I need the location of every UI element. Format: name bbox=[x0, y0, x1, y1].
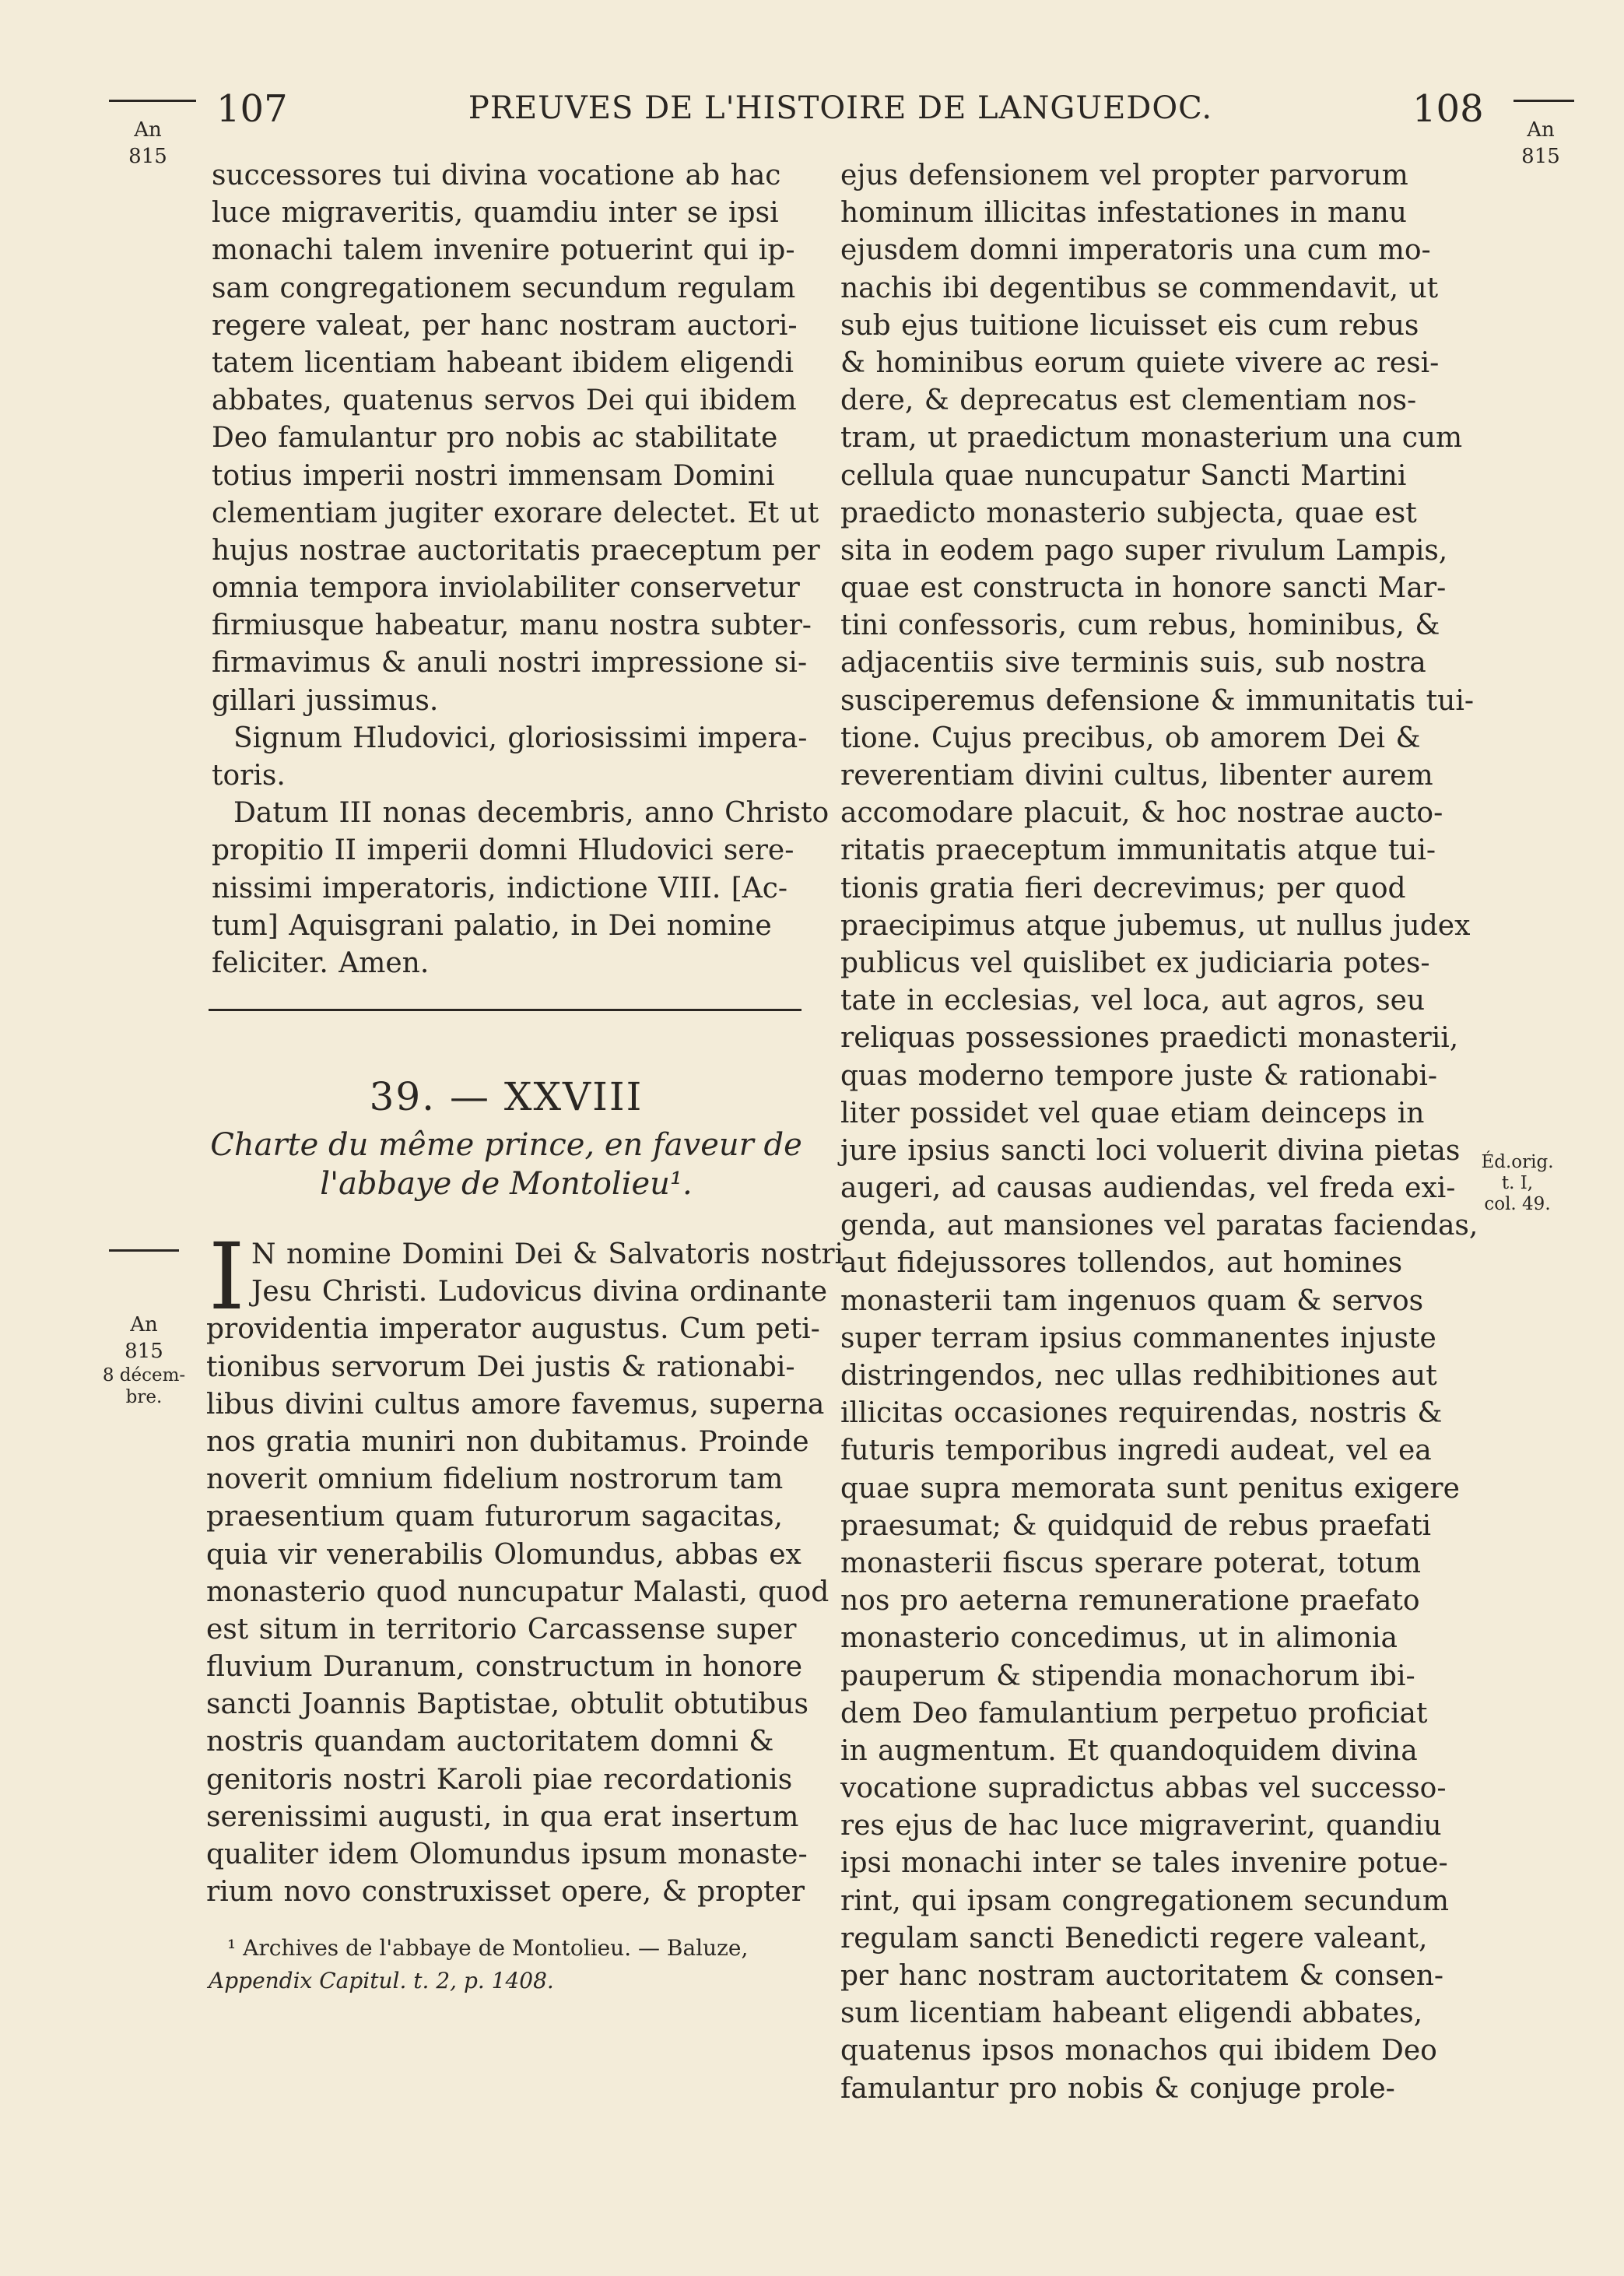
text-line: N nomine Domini Dei & Salvatoris nostri bbox=[251, 1238, 844, 1270]
text-line: rint, qui ipsam congregationem secundum bbox=[840, 1884, 1450, 1917]
text-line: nachis ibi degentibus se commendavit, ut bbox=[840, 272, 1439, 304]
text-line: sub ejus tuitione licuisset eis cum rebus bbox=[840, 309, 1419, 342]
text-line: vocatione supradictus abbas vel successo- bbox=[840, 1772, 1447, 1805]
text-line: monasterio concedimus, ut in alimonia bbox=[840, 1622, 1398, 1655]
text-line: fluvium Duranum, constructum in honore bbox=[206, 1651, 803, 1684]
footnote-line: Appendix Capitul. t. 2, p. 1408. bbox=[209, 1968, 554, 1993]
text-line: regere valeat, per hanc nostram auctori- bbox=[212, 309, 798, 342]
text-line: quae supra memorata sunt penitus exigere bbox=[840, 1472, 1460, 1505]
text-line: quae est constructa in honore sancti Mar- bbox=[840, 572, 1447, 605]
text-line: res ejus de hac luce migraverint, quandiu bbox=[840, 1810, 1442, 1842]
text-line: pauperum & stipendia monachorum ibi- bbox=[840, 1660, 1415, 1692]
text-line: Datum III nonas decembris, anno Christo bbox=[233, 797, 830, 830]
text-line: liter possidet vel quae etiam deinceps in bbox=[840, 1097, 1425, 1129]
text-line: quia vir venerabilis Olomundus, abbas ex bbox=[206, 1538, 801, 1571]
text-line: noverit omnium fidelium nostrorum tam bbox=[206, 1463, 784, 1496]
text-line: & hominibus eorum quiete vivere ac resi- bbox=[840, 346, 1440, 379]
text-line: augeri, ad causas audiendas, vel freda exi- bbox=[840, 1172, 1456, 1205]
text-line: tione. Cujus precibus, ob amorem Dei & bbox=[840, 722, 1421, 754]
text-line: abbates, quatenus servos Dei qui ibidem bbox=[212, 385, 797, 417]
left-page-number: 107 bbox=[216, 87, 288, 131]
text-line: genitoris nostri Karoli piae recordationis bbox=[206, 1763, 793, 1796]
text-line: feliciter. Amen. bbox=[212, 947, 430, 979]
text-line: ejusdem domni imperatoris una cum mo- bbox=[840, 234, 1431, 267]
text-line: dere, & deprecatus est clementiam nos- bbox=[840, 385, 1417, 417]
section-divider bbox=[209, 1009, 801, 1011]
text-line: quas moderno tempore juste & rationabi- bbox=[840, 1059, 1438, 1092]
drop-cap: I bbox=[209, 1223, 245, 1330]
text-line: nos gratia muniri non dubitamus. Proinde bbox=[206, 1425, 809, 1458]
margin-ed-orig: Éd.orig. t. I, col. 49. bbox=[1481, 1152, 1554, 1214]
text-line: tionibus servorum Dei justis & rationabi- bbox=[206, 1350, 795, 1383]
text-line: quatenus ipsos monachos qui ibidem Deo bbox=[840, 2035, 1437, 2067]
text-line: reverentiam divini cultus, libenter aurem bbox=[840, 760, 1433, 792]
text-line: praesumat; & quidquid de rebus praefati bbox=[840, 1509, 1432, 1542]
text-line: ritatis praeceptum immunitatis atque tui- bbox=[840, 834, 1436, 867]
text-line: tram, ut praedictum monasterium una cum bbox=[840, 422, 1463, 455]
top-left-rule bbox=[109, 100, 196, 102]
text-line: publicus vel quislibet ex judiciaria potes- bbox=[840, 947, 1430, 979]
text-line: est situm in territorio Carcassense super bbox=[206, 1613, 797, 1646]
text-line: cellula quae nuncupatur Sancti Martini bbox=[840, 459, 1407, 492]
margin-year-top-right: An 815 bbox=[1521, 118, 1560, 168]
text-line: illicitas occasiones requirendas, nostris & bbox=[840, 1397, 1443, 1430]
text-line: praecipimus atque jubemus, ut nullus judex bbox=[840, 909, 1471, 942]
text-line: libus divini cultus amore favemus, superna bbox=[206, 1388, 825, 1421]
charter-title: Charte du même prince, en faveur de l'abbaye de Montolieu¹. bbox=[210, 1127, 802, 1202]
text-line: ipsi monachi inter se tales invenire potue- bbox=[840, 1847, 1448, 1880]
text-line: nostris quandam auctoritatem domni & bbox=[206, 1726, 774, 1758]
text-line: distringendos, nec ullas redhibitiones aut bbox=[840, 1360, 1437, 1392]
text-line: clementiam jugiter exorare delectet. Et ut bbox=[212, 497, 819, 529]
text-line: accomodare placuit, & hoc nostrae aucto- bbox=[840, 797, 1443, 830]
text-line: toris. bbox=[212, 760, 286, 792]
text-line: monasterio quod nuncupatur Malasti, quod bbox=[206, 1575, 830, 1608]
text-line: firmavimus & anuli nostri impressione si- bbox=[212, 647, 808, 680]
text-line: luce migraveritis, quamdiu inter se ipsi bbox=[212, 197, 779, 230]
text-line: sam congregationem secundum regulam bbox=[212, 272, 796, 304]
text-line: nos pro aeterna remuneratione praefato bbox=[840, 1585, 1420, 1617]
text-line: per hanc nostram auctoritatem & consen- bbox=[840, 1960, 1444, 1992]
text-line: serenissimi augusti, in qua erat insertum bbox=[206, 1800, 799, 1833]
text-line: sum licentiam habeant eligendi abbates, bbox=[840, 1997, 1423, 2030]
charter-body-text bbox=[206, 1223, 844, 1911]
text-line: tionis gratia fieri decrevimus; per quod bbox=[840, 872, 1406, 904]
text-line: regulam sancti Benedicti regere valeant, bbox=[840, 1922, 1428, 1955]
text-line: gillari jussimus. bbox=[212, 684, 439, 717]
text-line: tum] Aquisgrani palatio, in Dei nomine bbox=[212, 909, 772, 942]
text-line: futuris temporibus ingredi audeat, vel ea bbox=[840, 1435, 1432, 1467]
right-column-text bbox=[840, 157, 1478, 2108]
text-line: praesentium quam futurorum sagacitas, bbox=[206, 1501, 783, 1533]
footnote bbox=[209, 1932, 808, 1997]
text-line: adjacentiis sive terminis suis, sub nostra bbox=[840, 647, 1426, 680]
text-line: Signum Hludovici, gloriosissimi impera- bbox=[233, 722, 808, 754]
text-line: totius imperii nostri immensam Domini bbox=[212, 459, 775, 492]
text-line: jure ipsius sancti loci voluerit divina pietas bbox=[840, 1134, 1461, 1167]
text-line: omnia tempora inviolabiliter conservetur bbox=[212, 572, 800, 605]
text-line: firmiusque habeatur, manu nostra subter- bbox=[212, 609, 812, 642]
text-line: praedicto monasterio subjecta, quae est bbox=[840, 497, 1417, 529]
text-line: aut fidejussores tollendos, aut homines bbox=[840, 1247, 1403, 1280]
text-line: monasterii fiscus sperare poterat, totum bbox=[840, 1547, 1422, 1579]
text-line: tate in ecclesias, vel loca, aut agros, seu bbox=[840, 985, 1426, 1017]
top-right-rule bbox=[1514, 100, 1574, 102]
text-line: Jesu Christi. Ludovicus divina ordinante bbox=[251, 1276, 828, 1308]
margin-charter-date: An 815 8 décem- bre. bbox=[102, 1313, 186, 1407]
text-line: successores tui divina vocatione ab hac bbox=[212, 160, 781, 191]
text-line: qualiter idem Olomundus ipsum monaste- bbox=[206, 1839, 808, 1870]
text-line: monachi talem invenire potuerint qui ip- bbox=[212, 234, 795, 267]
text-line: dem Deo famulantium perpetuo proficiat bbox=[840, 1697, 1428, 1730]
text-line: reliquas possessiones praedicti monasterii, bbox=[840, 1022, 1459, 1055]
text-line: propitio II imperii domni Hludovici sere- bbox=[212, 834, 794, 867]
footnote-line: ¹ Archives de l'abbaye de Montolieu. — Baluze, bbox=[227, 1935, 749, 1961]
text-line: sancti Joannis Baptistae, obtulit obtutibus bbox=[206, 1688, 808, 1721]
text-line: susciperemus defensione & immunitatis tui- bbox=[840, 684, 1474, 717]
text-line: in augmentum. Et quandoquidem divina bbox=[840, 1734, 1418, 1767]
text-line: famulantur pro nobis & conjuge prole- bbox=[840, 2072, 1395, 2105]
text-line: tatem licentiam habeant ibidem eligendi bbox=[212, 346, 794, 379]
text-line: nissimi imperatoris, indictione VIII. [Ac- bbox=[212, 872, 788, 904]
left-column-text bbox=[212, 157, 830, 982]
text-line: super terram ipsius commanentes injuste bbox=[840, 1322, 1436, 1354]
charter-number: 39. — XXVIII bbox=[369, 1074, 644, 1119]
text-line: sita in eodem pago super rivulum Lampis, bbox=[840, 534, 1448, 567]
text-line: rium novo construxisset opere, & propter bbox=[206, 1876, 805, 1909]
text-line: hujus nostrae auctoritatis praeceptum per bbox=[212, 534, 820, 567]
charter-margin-rule bbox=[109, 1249, 179, 1252]
text-line: Deo famulantur pro nobis ac stabilitate bbox=[212, 422, 778, 455]
text-line: monasterii tam ingenuos quam & servos bbox=[840, 1284, 1424, 1317]
text-line: genda, aut mansiones vel paratas faciendas, bbox=[840, 1210, 1478, 1242]
running-head-title: PREUVES DE L'HISTOIRE DE LANGUEDOC. bbox=[468, 90, 1213, 126]
margin-year-top-left: An 815 bbox=[128, 118, 167, 168]
right-page-number: 108 bbox=[1412, 87, 1484, 131]
text-line: tini confessoris, cum rebus, hominibus, & bbox=[840, 609, 1440, 642]
text-line: providentia imperator augustus. Cum peti- bbox=[206, 1313, 820, 1346]
text-line: ejus defensionem vel propter parvorum bbox=[840, 160, 1408, 191]
text-line: hominum illicitas infestationes in manu bbox=[840, 197, 1407, 230]
